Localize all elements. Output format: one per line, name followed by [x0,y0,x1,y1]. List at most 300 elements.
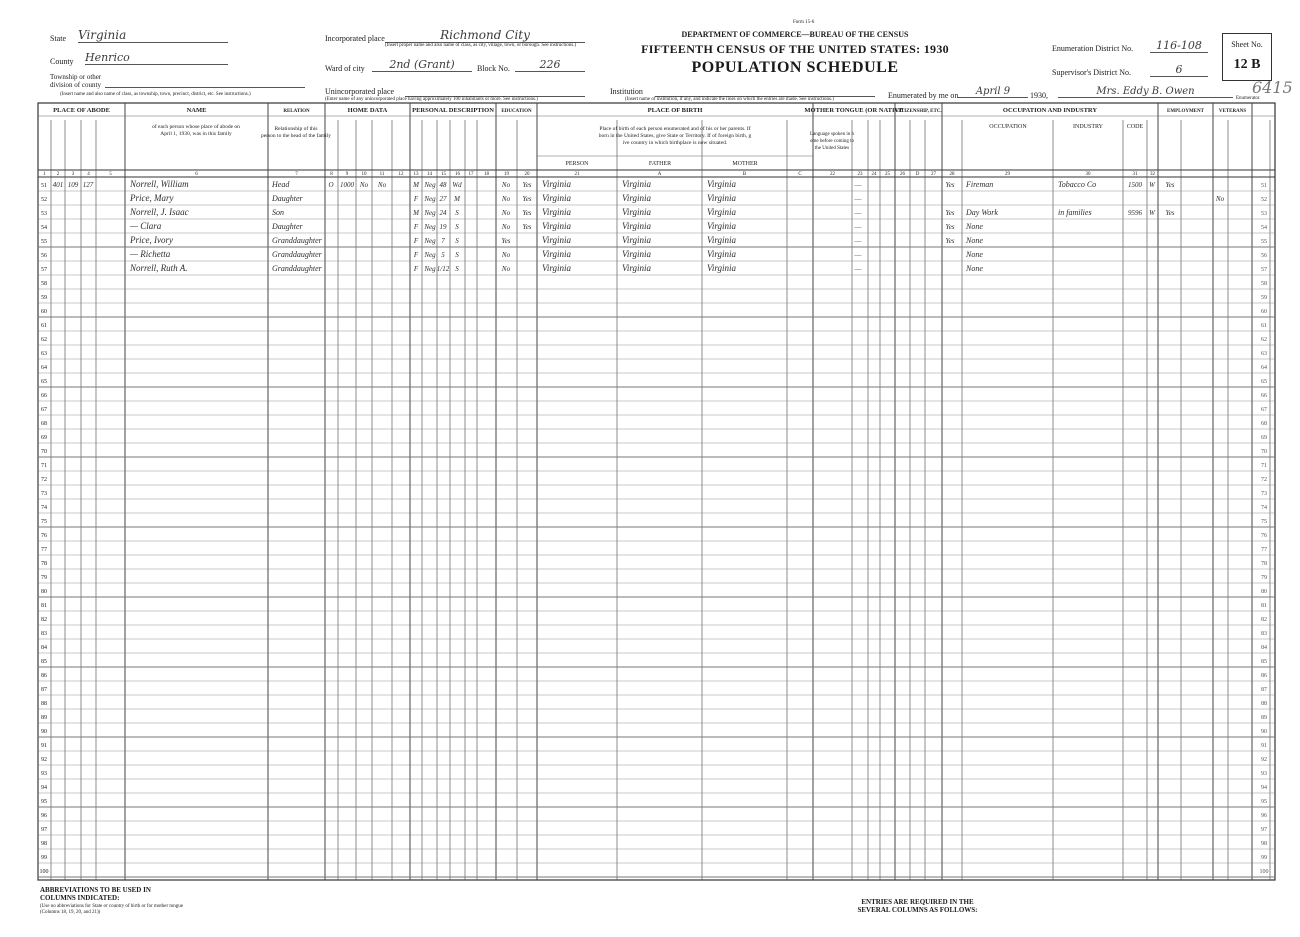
entry-marital-4: S [455,223,459,231]
line-number-left-91: 91 [41,743,47,749]
line-number-right-86: 86 [1261,673,1267,679]
col-number-14: 15 [441,172,446,177]
entry-age-2: 27 [439,195,447,203]
line-number-left-83: 83 [41,631,47,637]
entry-sex-1: M [413,181,419,189]
col-number-25: 23 [857,172,863,177]
institution-label: Institution [610,87,643,96]
entry-birth-4: Virginia [542,221,571,231]
line-number-right-88: 88 [1261,701,1267,707]
entry-name-6: — Richetta [130,249,171,259]
entry-occupation-4: None [966,222,983,231]
entry-occupation-3: Day Work [966,208,998,217]
line-number-left-78: 78 [41,561,47,567]
line-number-right-76: 76 [1261,533,1267,539]
line-number-left-84: 84 [41,645,47,651]
line-number-right-93: 93 [1261,771,1267,777]
line-number-right-89: 89 [1261,715,1267,721]
line-number-left-98: 98 [41,841,47,847]
entry-industry-3: in families [1058,208,1092,217]
entry-marital-2: M [454,195,460,203]
entry-age-7: 1/12 [436,265,450,273]
entry-relation-3: Son [272,208,284,217]
birth-person-head: PERSON [565,161,589,167]
line-number-right-55: 55 [1261,239,1267,245]
stamp-number: 6415 [1252,78,1293,97]
line-number-left-58: 58 [41,281,47,287]
group-header-1: NAME [186,107,207,114]
relation-desc-1: Relationship of this [274,126,318,132]
col-number-34: 31 [1132,172,1138,177]
line-number-left-52: 52 [41,197,47,203]
line-number-right-85: 85 [1261,659,1267,665]
entry-race-3: Neg [424,209,436,217]
entry-mother-4: Virginia [707,221,736,231]
col-number-33: 30 [1085,172,1091,177]
entry-eng-3: Yes [945,209,955,217]
enumerated-date: April 9 [958,86,1028,98]
entry-name-7: Norrell, Ruth A. [130,263,188,273]
col-number-3: 4 [87,172,90,177]
unincorporated-label: Unincorporated place [325,87,395,96]
line-number-left-79: 79 [41,575,47,581]
col-number-19: 20 [524,172,530,177]
line-number-left-74: 74 [41,505,47,511]
line-number-left-68: 68 [41,421,47,427]
entry-race-7: Neg [424,265,436,273]
entry-father-7: Virginia [622,263,651,273]
entry-code-3: 9596 [1128,209,1142,217]
line-number-right-59: 59 [1261,295,1267,301]
birth-desc-3: ive country in which birthplace is now situated. [622,140,728,146]
entry-age-6: 5 [441,251,445,259]
col-number-30: 27 [931,172,936,177]
col-number-5: 6 [195,172,198,177]
col-number-2: 3 [71,172,75,177]
line-number-left-82: 82 [41,617,47,623]
entry-dwelling-1: 109 [67,181,79,189]
sheet-value: 12 B [1233,57,1261,72]
birth-father-head: FATHER [648,161,672,167]
line-number-left-73: 73 [41,491,47,497]
col-number-13: 14 [427,172,432,177]
entry-sex-7: F [413,265,419,273]
entry-school-6: No [501,251,511,259]
entry-birth-5: Virginia [542,235,571,245]
line-number-right-69: 69 [1261,435,1267,441]
line-number-right-84: 84 [1261,645,1267,651]
col-number-31: 28 [949,172,955,177]
line-number-left-60: 60 [41,309,47,315]
entry-marital-3: S [455,209,459,217]
line-number-left-61: 61 [41,323,47,329]
line-number-right-100: 100 [1259,869,1269,875]
line-number-left-97: 97 [41,827,47,833]
col-number-35: 32 [1150,172,1155,177]
line-number-right-74: 74 [1261,505,1267,511]
supervisor-value: 6 [1150,63,1208,77]
line-number-left-80: 80 [41,589,47,595]
line-number-right-79: 79 [1261,575,1267,581]
group-header-6: PLACE OF BIRTH [647,107,703,114]
entry-read-2: Yes [522,195,532,203]
entry-age-3: 24 [439,209,447,217]
entry-name-4: — Clara [130,221,162,231]
group-header-10: EMPLOYMENT [1167,109,1204,114]
line-number-left-54: 54 [41,225,47,231]
line-number-left-85: 85 [41,659,47,665]
language-desc-2: ome before coming to [809,139,855,144]
entry-age-1: 48 [439,181,447,189]
form-label: Form 15-6 [793,20,815,25]
incorporated-label: Incorporated place [325,34,385,43]
language-desc-1: Language spoken in h [809,132,855,137]
line-number-left-90: 90 [41,729,47,735]
entry-race-1: Neg [424,181,436,189]
name-desc-1: of each person whose place of abode on [152,124,240,130]
entry-eng-1: Yes [945,181,955,189]
abbrev-title: ABBREVIATIONS TO BE USED IN COLUMNS INDICATED: [40,886,151,902]
line-number-left-70: 70 [41,449,47,455]
birth-desc-1: Place of birth of each person enumerated and of his or her parents. If [599,126,751,132]
entry-sex-5: F [413,237,419,245]
line-number-left-99: 99 [41,855,47,861]
line-number-left-69: 69 [41,435,47,441]
entry-school-2: No [501,195,511,203]
entry-name-1: Norrell, William [130,179,189,189]
entry-birth-1: Virginia [542,179,571,189]
line-number-left-93: 93 [41,771,47,777]
birth-desc-2: born in the United States, give State or Territory. If of foreign birth, g [598,133,752,139]
line-number-left-86: 86 [41,673,47,679]
line-number-right-92: 92 [1261,757,1267,763]
entry-mother-tongue-3: — [854,209,862,217]
entry-tenure-1: O [328,181,334,189]
sheet-label: Sheet No. [1231,40,1263,49]
line-number-right-58: 58 [1261,281,1267,287]
col-number-16: 17 [468,172,474,177]
entry-name-5: Price, Ivory [130,235,173,245]
entry-sex-3: M [413,209,419,217]
entry-mother-tongue-6: — [854,251,862,259]
entry-birth-6: Virginia [542,249,571,259]
col-number-0: 1 [43,172,46,177]
entry-sex-2: F [413,195,419,203]
col-number-4: 5 [109,172,112,177]
line-number-left-92: 92 [41,757,47,763]
language-desc-3: the United States [814,146,850,151]
entry-radio-1: No [359,181,369,189]
line-number-right-64: 64 [1261,365,1267,371]
entry-birth-7: Virginia [542,263,571,273]
entry-mother-5: Virginia [707,235,736,245]
supervisor-label: Supervisor's District No. [1052,68,1131,77]
entry-vet-2: No [1215,195,1225,203]
line-number-right-78: 78 [1261,561,1267,567]
line-number-left-56: 56 [41,253,47,259]
group-header-4: PERSONAL DESCRIPTION [412,107,494,114]
line-number-right-60: 60 [1261,309,1267,315]
group-header-3: HOME DATA [347,107,388,114]
entry-father-6: Virginia [622,249,651,259]
col-number-22: B [742,172,747,177]
line-number-right-97: 97 [1261,827,1267,833]
col-number-12: 13 [413,172,419,177]
grid-frame [38,103,1275,880]
entry-read-4: Yes [522,223,532,231]
col-number-32: 29 [1005,172,1010,177]
col-number-23: C [798,172,802,177]
line-number-right-71: 71 [1261,463,1267,469]
entry-birth-2: Virginia [542,193,571,203]
line-number-left-62: 62 [41,337,47,343]
ward-value: 2nd (Grant) [372,58,472,72]
entry-school-1: No [501,181,511,189]
line-number-right-87: 87 [1261,687,1267,693]
entry-race-5: Neg [424,237,436,245]
entry-relation-2: Daughter [272,194,303,203]
name-desc-2: April 1, 1930, was in this family [160,131,232,137]
entry-mother-6: Virginia [707,249,736,259]
entry-sex-6: F [413,251,419,259]
state-label: State [50,34,66,43]
col-number-6: 7 [295,172,298,177]
enum-district-value: 116-108 [1150,39,1208,53]
line-number-right-96: 96 [1261,813,1267,819]
line-number-left-71: 71 [41,463,47,469]
col-number-24: 22 [830,172,835,177]
line-number-left-67: 67 [41,407,47,413]
line-number-left-89: 89 [41,715,47,721]
schedule-title: POPULATION SCHEDULE [691,59,899,76]
institution-note: (Insert name of institution, if any, and indicate the lines on which the entries are made. See instructions.) [625,97,834,102]
line-number-left-64: 64 [41,365,47,371]
entry-mother-7: Virginia [707,263,736,273]
line-number-right-82: 82 [1261,617,1267,623]
census-title: FIFTEENTH CENSUS OF THE UNITED STATES: 1930 [641,42,949,56]
col-number-9: 10 [361,172,367,177]
col-number-7: 8 [330,172,333,177]
entry-industry-1: Tobacco Co [1058,180,1097,189]
col-number-28: 26 [900,172,905,177]
code-head: CODE [1126,124,1144,130]
line-number-left-55: 55 [41,239,47,245]
entry-mother-1: Virginia [707,179,736,189]
entry-father-4: Virginia [622,221,651,231]
entry-race-6: Neg [424,251,436,259]
line-number-right-73: 73 [1261,491,1267,497]
line-number-left-63: 63 [41,351,47,357]
group-header-7: MOTHER TONGUE (OR NATIVE [804,107,904,114]
entry-mother-tongue-1: — [854,181,862,189]
col-number-26: 24 [871,172,877,177]
line-number-right-91: 91 [1261,743,1267,749]
entry-name-3: Norrell, J. Isaac [130,207,189,217]
entry-school-7: No [501,265,511,273]
unincorporated-note: (Enter name of any unincorporated place having approximately 100 inhabitants or more. See instructions.) [325,97,538,102]
col-number-27: 25 [885,172,890,177]
entry-code-1: 1500 [1128,181,1142,189]
col-number-15: 16 [455,172,460,177]
line-number-left-88: 88 [41,701,47,707]
line-number-right-81: 81 [1261,603,1267,609]
entry-mother-3: Virginia [707,207,736,217]
entry-age-4: 19 [439,223,447,231]
entry-marital-1: Wd [452,181,462,189]
entries-title: ENTRIES ARE REQUIRED IN THE SEVERAL COLUMNS AS FOLLOWS: [857,898,978,914]
state-value: Virginia [78,28,228,43]
entry-mother-tongue-2: — [854,195,862,203]
col-number-8: 9 [345,172,349,177]
county-label: County [50,57,74,66]
entry-father-5: Virginia [622,235,651,245]
entry-occupation-5: None [966,236,983,245]
line-number-left-57: 57 [41,267,47,273]
entry-occupation-6: None [966,250,983,259]
line-number-right-52: 52 [1261,197,1267,203]
col-number-18: 19 [504,172,509,177]
entry-father-1: Virginia [622,179,651,189]
group-header-11: VETERANS [1218,109,1247,114]
entry-marital-5: S [455,237,459,245]
line-number-right-68: 68 [1261,421,1267,427]
block-value: 226 [515,58,585,72]
line-number-right-67: 67 [1261,407,1267,413]
entry-mother-tongue-4: — [854,223,862,231]
entry-read-1: Yes [522,181,532,189]
col-number-29: D [915,172,920,177]
entry-work-1: Yes [1165,181,1175,189]
entry-eng-4: Yes [945,223,955,231]
line-number-left-100: 100 [39,869,49,875]
entry-race-4: Neg [424,223,436,231]
line-number-right-72: 72 [1261,477,1267,483]
entry-mother-tongue-7: — [854,265,862,273]
line-number-left-53: 53 [41,211,47,217]
entry-occupation-7: None [966,264,983,273]
occupation-head: OCCUPATION [989,124,1027,130]
line-number-left-77: 77 [41,547,47,553]
entry-sex-4: F [413,223,419,231]
line-number-left-94: 94 [41,785,47,791]
col-number-11: 12 [398,172,404,177]
enumerated-label: Enumerated by me on [888,91,959,100]
line-number-right-63: 63 [1261,351,1267,357]
entry-occupation-1: Fireman [966,180,994,189]
incorporated-value: Richmond City [385,28,585,43]
entry-school-5: Yes [501,237,511,245]
line-number-left-59: 59 [41,295,47,301]
entry-marital-7: S [455,265,459,273]
line-number-right-83: 83 [1261,631,1267,637]
entry-relation-5: Granddaughter [272,236,322,245]
entry-work-3: Yes [1165,209,1175,217]
line-number-right-65: 65 [1261,379,1267,385]
line-number-left-87: 87 [41,687,47,693]
line-number-right-99: 99 [1261,855,1267,861]
entry-marital-6: S [455,251,459,259]
county-value: Henrico [85,51,228,65]
col-number-21: A [657,172,662,177]
line-number-left-81: 81 [41,603,47,609]
col-number-1: 2 [56,172,60,177]
block-label: Block No. [477,64,510,73]
abbrev-note: (Use no abbreviations for State or country of birth or for mother tongue (Columns 18, 19, 20, and 21)) [40,904,184,915]
line-number-right-51: 51 [1261,183,1267,189]
group-header-2: RELATION [283,109,310,114]
line-number-left-65: 65 [41,379,47,385]
entry-father-2: Virginia [622,193,651,203]
entry-relation-6: Granddaughter [272,250,322,259]
entry-mother-2: Virginia [707,193,736,203]
line-number-right-53: 53 [1261,211,1267,217]
line-number-left-51: 51 [41,183,47,189]
enumerator-label: Enumerator. [1236,96,1261,101]
relation-desc-2: person to the head of the family [261,133,331,139]
entry-farm-1: No [377,181,387,189]
line-number-right-94: 94 [1261,785,1267,791]
col-number-20: 21 [574,172,580,177]
entry-family-1: 127 [82,181,94,189]
line-number-left-72: 72 [41,477,47,483]
group-header-9: OCCUPATION AND INDUSTRY [1002,107,1098,114]
enum-district-label: Enumeration District No. [1052,44,1134,53]
entry-value-1: 1000 [340,181,354,189]
enumerator-name: Mrs. Eddy B. Owen [1058,86,1233,98]
entry-cls-1: W [1149,181,1155,189]
township-note: (Insert name and also name of class, as township, town, precinct, district, etc. See instructions.) [60,92,251,97]
line-number-left-96: 96 [41,813,47,819]
group-header-8: CITIZENSHIP, ETC. [895,109,942,114]
line-number-right-80: 80 [1261,589,1267,595]
line-number-right-95: 95 [1261,799,1267,805]
industry-head: INDUSTRY [1072,124,1104,130]
line-number-right-70: 70 [1261,449,1267,455]
col-number-10: 11 [379,172,385,177]
township-label: Township or other division of county [50,73,102,89]
line-number-left-75: 75 [41,519,47,525]
line-number-right-57: 57 [1261,267,1267,273]
entry-school-4: No [501,223,511,231]
group-header-0: PLACE OF ABODE [53,107,110,114]
incorporated-note: (Insert proper name and also name of class, as city, village, town, or borough. See instructions.) [385,43,577,48]
entry-father-3: Virginia [622,207,651,217]
entry-relation-7: Granddaughter [272,264,322,273]
line-number-left-66: 66 [41,393,47,399]
entry-school-3: No [501,209,511,217]
entry-mother-tongue-5: — [854,237,862,245]
entry-eng-5: Yes [945,237,955,245]
ward-label: Ward of city [325,64,365,73]
line-number-right-61: 61 [1261,323,1267,329]
line-number-right-90: 90 [1261,729,1267,735]
line-number-right-77: 77 [1261,547,1267,553]
entry-street-1: 401 [52,181,64,189]
line-number-right-98: 98 [1261,841,1267,847]
line-number-right-62: 62 [1261,337,1267,343]
line-number-left-95: 95 [41,799,47,805]
group-header-5: EDUCATION [501,109,532,114]
entry-relation-1: Head [272,180,290,189]
birth-mother-head: MOTHER [732,161,758,167]
dept-label: DEPARTMENT OF COMMERCE—BUREAU OF THE CENSUS [681,30,909,39]
enumerated-year: 1930, [1030,91,1048,100]
entry-name-2: Price, Mary [130,193,174,203]
line-number-right-54: 54 [1261,225,1267,231]
entry-relation-4: Daughter [272,222,303,231]
line-number-right-75: 75 [1261,519,1267,525]
line-number-left-76: 76 [41,533,47,539]
